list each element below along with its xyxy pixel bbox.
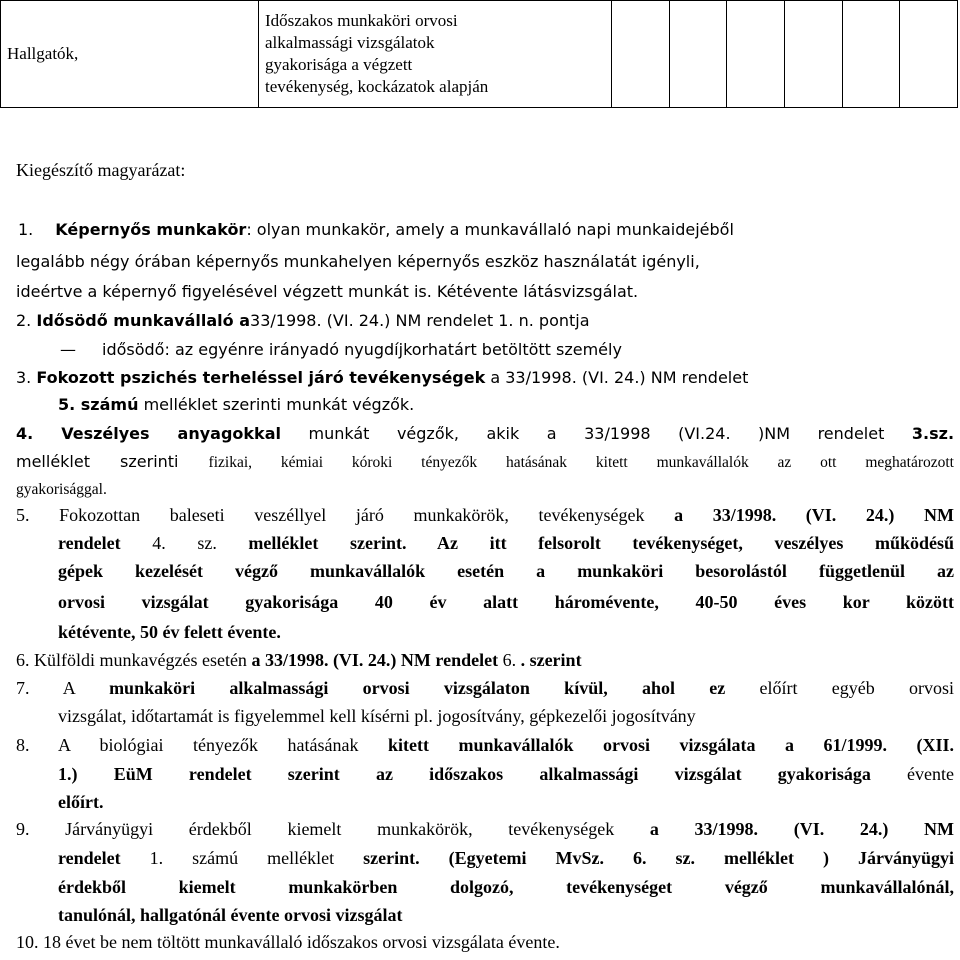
item-5-line-4: orvosi vizsgálat gyakorisága 40 év alatt háromévente, 40-50 éves kor között: [58, 592, 954, 612]
item-9-line-3: érdekből kiemelt munkakörben dolgozó, tevékenységet végző munkavállalónál,: [58, 877, 954, 897]
item-2-line-1: 2. Idősödő munkavállaló a33/1998. (VI. 24.) NM rendelet 1. n. pontja: [16, 311, 590, 330]
item-10-line-1: 10. 18 évet be nem töltött munkavállaló időszakos orvosi vizsgálata évente.: [16, 932, 560, 952]
item-5-line-1: 5. Fokozottan baleseti veszéllyel járó munkakörök, tevékenységek a 33/1998. (VI. 24.) NM: [16, 505, 954, 525]
item-4-line-3: gyakorisággal.: [16, 481, 107, 498]
item-1-line-3: ideértve a képernyő figyelésével végzett munkát is. Kétévente látásvizsgálat.: [16, 282, 639, 301]
item-6-line-1: 6. Külföldi munkavégzés esetén a 33/1998. (VI. 24.) NM rendelet 6. . szerint: [16, 650, 582, 670]
item-8-line-2: 1.) EüM rendelet szerint az időszakos alkalmassági vizsgálat gyakorisága évente: [58, 764, 955, 784]
header-cell-empty: [842, 1, 900, 108]
item-4-line-2: melléklet szerinti fizikai, kémiai kóroki tényezők hatásának kitett munkavállalók az ott meghatározott: [16, 452, 954, 471]
item-9-line-2: rendelet 1. számú melléklet szerint. (Egyetemi MvSz. 6. sz. melléklet ) Járványügyi: [58, 848, 954, 868]
item-3-line-1: 3. Fokozott pszichés terheléssel járó tevékenységek a 33/1998. (VI. 24.) NM rendelet: [16, 368, 749, 387]
item-7-line-1: 7. A munkaköri alkalmassági orvosi vizsgálaton kívül, ahol ez előírt egyéb orvosi: [16, 678, 955, 698]
header-cell-empty: [669, 1, 727, 108]
item-7-line-2: vizsgálat, időtartamát is figyelemmel kell kísérni pl. jogosítvány, gépkezelői jogosítvány: [58, 706, 696, 726]
item-5-line-5: kétévente, 50 év felett évente.: [58, 622, 281, 642]
header-cell-empty: [727, 1, 785, 108]
header-cell-exam-frequency: Időszakos munkaköri orvosi alkalmassági vizsgálatok gyakorisága a végzett tevékenység, kockázatok alapján: [259, 1, 612, 108]
section-heading: Kiegészítő magyarázat:: [16, 160, 186, 180]
item-1-line-2: legalább négy órában képernyős munkahelyen képernyős eszköz használatát igényli,: [16, 252, 700, 271]
item-2-line-2: — idősödő: az egyénre irányadó nyugdíjkorhatárt betöltött személy: [60, 340, 622, 359]
item-9-line-1: 9. Járványügyi érdekből kiemelt munkakörök, tevékenységek a 33/1998. (VI. 24.) NM: [16, 819, 955, 839]
header-cell-empty: [784, 1, 842, 108]
dash: —: [60, 340, 76, 359]
item-8-line-1: 8. A biológiai tényezők hatásának kitett munkavállalók orvosi vizsgálata a 61/1999. (XII.: [16, 735, 955, 755]
item-4-line-1: 4. Veszélyes anyagokkal munkát végzők, akik a 33/1998 (VI.24. )NM rendelet 3.sz.: [16, 424, 955, 443]
header-cell-empty: [900, 1, 958, 108]
header-cell-students: Hallgatók,: [1, 1, 259, 108]
item-5-line-3: gépek kezelését végző munkavállalók esetén a munkaköri besorolástól függetlenül az: [58, 561, 954, 581]
item-8-line-3: előírt.: [58, 792, 104, 812]
item-3-line-2: 5. számú melléklet szerinti munkát végzők.: [58, 395, 415, 414]
header-cell-empty: [612, 1, 670, 108]
item-9-line-4: tanulónál, hallgatónál évente orvosi vizsgálat: [58, 905, 403, 925]
item-5-line-2: rendelet 4. sz. melléklet szerint. Az itt felsorolt tevékenységet, veszélyes működésű: [58, 533, 955, 553]
item-1-line-1: 1. Képernyős munkakör: olyan munkakör, amely a munkavállaló napi munkaidejéből: [18, 220, 734, 239]
header-table: [0, 0, 958, 108]
